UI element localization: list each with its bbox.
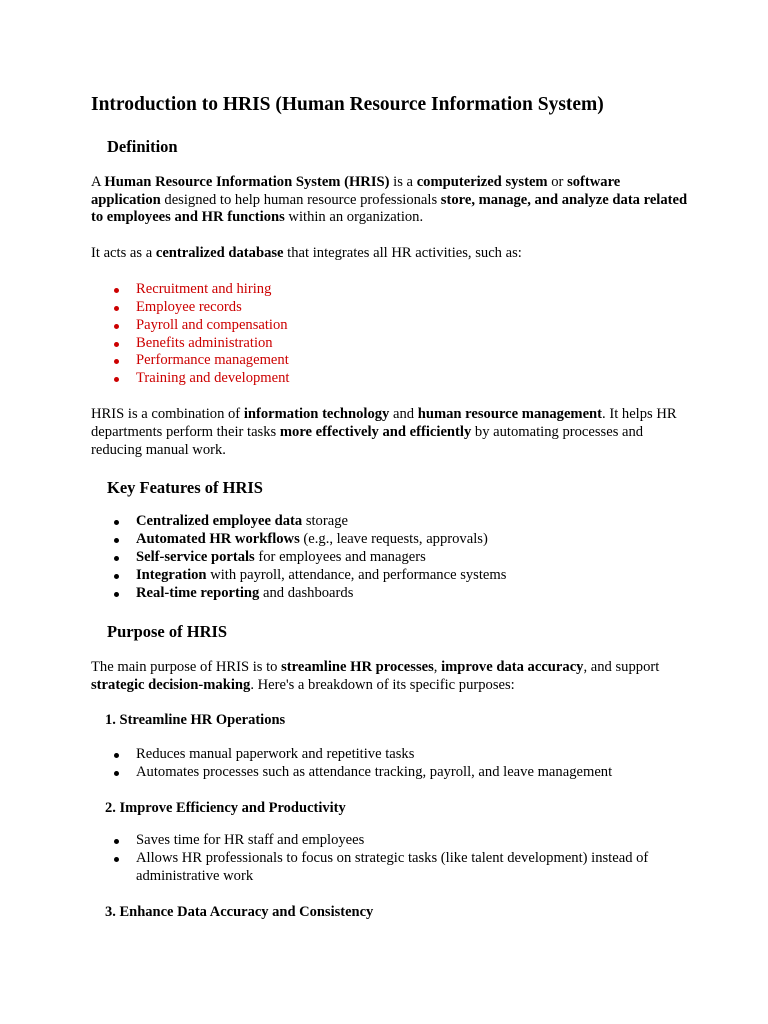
- list-item: Saves time for HR staff and employees: [91, 832, 691, 850]
- list-item: Allows HR professionals to focus on strategic tasks (like talent development) instead of administrative work: [91, 850, 691, 886]
- emphasis-text: streamline HR processes: [281, 658, 434, 675]
- purpose-section-3-heading: 3. Enhance Data Accuracy and Consistency: [105, 903, 374, 920]
- emphasis-text: Automated HR workflows: [136, 531, 300, 548]
- definition-heading: Definition: [107, 137, 178, 156]
- centralized-database-paragraph: It acts as a centralized database that integrates all HR activities, such as:: [91, 245, 522, 262]
- list-item: Automated HR workflows (e.g., leave requests, approvals): [91, 531, 691, 549]
- list-item: Centralized employee data storage: [91, 513, 691, 531]
- list-item: Benefits administration: [91, 335, 691, 353]
- list-item: Payroll and compensation: [91, 317, 691, 335]
- key-features-list: [91, 513, 691, 603]
- emphasis-text: centralized database: [155, 245, 284, 262]
- key-features-heading: Key Features of HRIS: [107, 478, 263, 498]
- emphasis-text: improve data accuracy: [441, 658, 584, 675]
- emphasis-text: Self-service portals: [136, 549, 255, 566]
- purpose-section-2-list: [91, 832, 691, 886]
- emphasis-text: computerized system: [416, 174, 548, 190]
- list-item: Integration with payroll, attendance, and performance systems: [91, 567, 691, 585]
- hr-activities-list: [91, 281, 691, 388]
- list-item: Recruitment and hiring: [91, 281, 691, 299]
- emphasis-text: software application: [91, 174, 621, 208]
- list-item: Self-service portals for employees and managers: [91, 549, 691, 567]
- purpose-section-2-heading: 2. Improve Efficiency and Productivity: [105, 800, 346, 817]
- document-page: [91, 92, 691, 922]
- list-item: Automates processes such as attendance tracking, payroll, and leave management: [91, 764, 691, 782]
- hris-combination-paragraph: HRIS is a combination of information technology and human resource management. It helps HR departments perform their tasks more effectively and efficiently by automating processes and reducing manual work.: [91, 406, 677, 458]
- emphasis-text: Centralized employee data: [136, 513, 303, 530]
- emphasis-text: more effectively and efficiently: [279, 423, 472, 440]
- emphasis-text: Integration: [136, 567, 207, 584]
- list-item: Performance management: [91, 352, 691, 370]
- purpose-section-1-list: [91, 746, 691, 782]
- purpose-heading: Purpose of HRIS: [107, 621, 228, 641]
- definition-paragraph: A Human Resource Information System (HRIS) is a computerized system or software application designed to help human resource professionals store, manage, and analyze data related to employees and HR functions within an organization.: [91, 174, 688, 226]
- purpose-section-1-heading: 1. Streamline HR Operations: [105, 712, 286, 729]
- list-item: Training and development: [91, 370, 691, 388]
- emphasis-text: information technology: [243, 406, 390, 423]
- list-item: Employee records: [91, 299, 691, 317]
- purpose-intro-paragraph: The main purpose of HRIS is to streamline HR processes, improve data accuracy, and support strategic decision-making. Here's a breakdown of its specific purposes:: [91, 658, 660, 693]
- emphasis-text: Real-time reporting: [136, 584, 260, 601]
- emphasis-text: store, manage, and analyze data related to employees and HR functions: [91, 191, 688, 226]
- document-title: Introduction to HRIS (Human Resource Information System): [91, 94, 604, 115]
- emphasis-text: human resource management: [417, 406, 603, 423]
- list-item: Real-time reporting and dashboards: [91, 585, 691, 603]
- list-item: Reduces manual paperwork and repetitive tasks: [91, 746, 691, 764]
- emphasis-text: strategic decision-making: [91, 676, 251, 693]
- emphasis-text: Human Resource Information System (HRIS): [104, 174, 390, 190]
